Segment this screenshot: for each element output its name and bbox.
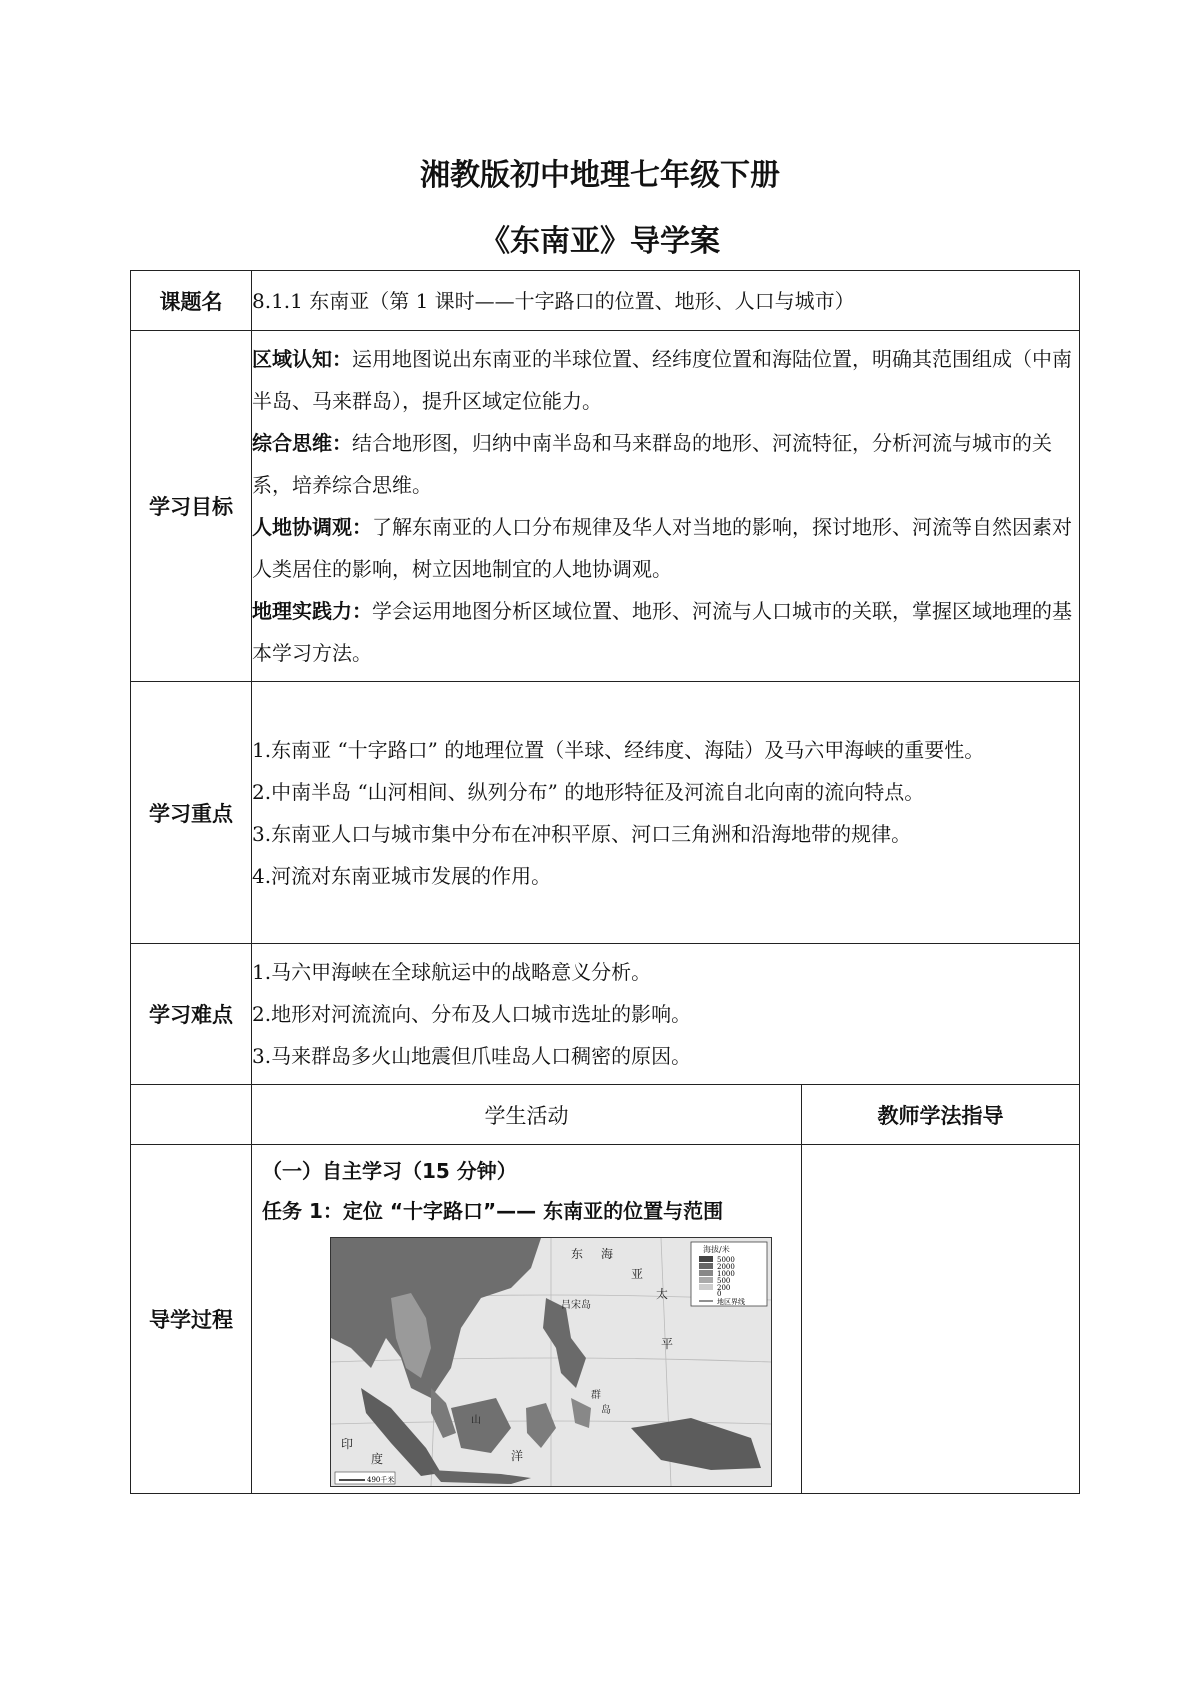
southeast-asia-map bbox=[330, 1237, 772, 1487]
topic-row bbox=[131, 271, 1080, 331]
svg-text:海拔/米: 海拔/米 bbox=[703, 1245, 730, 1254]
topic-value: 8.1.1 东南亚（第 1 课时——十字路口的位置、地形、人口与城市） bbox=[252, 271, 1080, 331]
svg-text:吕宋岛: 吕宋岛 bbox=[561, 1300, 591, 1311]
svg-text:1000: 1000 bbox=[717, 1270, 735, 1278]
difficulties-label: 学习难点 bbox=[131, 944, 252, 1085]
document-title: 湘教版初中地理七年级下册 bbox=[420, 158, 780, 193]
svg-text:太: 太 bbox=[656, 1287, 669, 1301]
objective-item: 人地协调观：了解东南亚的人口分布规律及华人对当地的影响，探讨地形、河流等自然因素对人类居住的影响，树立因地制宜的人地协调观。 bbox=[252, 515, 1072, 581]
objectives-label: 学习目标 bbox=[131, 331, 252, 682]
document-subtitle: 《东南亚》导学案 bbox=[480, 224, 720, 259]
empty-header-cell bbox=[131, 1085, 252, 1145]
key-point-item: 4.河流对东南亚城市发展的作用。 bbox=[252, 863, 552, 888]
topic-label: 课题名 bbox=[131, 271, 252, 331]
svg-text:群: 群 bbox=[591, 1390, 601, 1401]
section-heading: （一）自主学习（15 分钟） bbox=[262, 1159, 517, 1183]
svg-text:岛: 岛 bbox=[601, 1405, 611, 1416]
svg-text:地区界线: 地区界线 bbox=[717, 1298, 745, 1306]
difficulties-row bbox=[131, 944, 1080, 1085]
svg-text:5000: 5000 bbox=[717, 1256, 735, 1264]
process-row bbox=[131, 1145, 1080, 1494]
objective-item: 综合思维：结合地形图，归纳中南半岛和马来群岛的地形、河流特征，分析河流与城市的关系，培养综合思维。 bbox=[252, 431, 1052, 497]
key-point-item: 3.东南亚人口与城市集中分布在冲积平原、河口三角洲和沿海地带的规律。 bbox=[252, 821, 912, 846]
key-points-row bbox=[131, 682, 1080, 944]
map-graphic bbox=[331, 1238, 771, 1486]
key-point-item: 1.东南亚 “十字路口” 的地理位置（半球、经纬度、海陆）及马六甲海峡的重要性。 bbox=[252, 737, 985, 762]
difficulty-item: 3.马来群岛多火山地震但爪哇岛人口稠密的原因。 bbox=[252, 1044, 692, 1068]
objective-item: 地理实践力：学会运用地图分析区域位置、地形、河流与人口城市的关联，掌握区域地理的基本学习方法。 bbox=[252, 599, 1072, 665]
svg-text:海: 海 bbox=[601, 1247, 614, 1261]
svg-text:500: 500 bbox=[717, 1277, 731, 1285]
svg-text:490千米: 490千米 bbox=[367, 1476, 395, 1484]
svg-text:0: 0 bbox=[717, 1290, 722, 1298]
column-header-row bbox=[131, 1085, 1080, 1145]
student-activity-header: 学生活动 bbox=[252, 1085, 802, 1145]
difficulties-content bbox=[252, 944, 1080, 1085]
svg-text:200: 200 bbox=[717, 1284, 731, 1292]
task-heading: 任务 1：定位 “十字路口”—— 东南亚的位置与范围 bbox=[262, 1199, 724, 1223]
svg-text:度: 度 bbox=[371, 1452, 384, 1466]
svg-text:洋: 洋 bbox=[511, 1449, 524, 1463]
process-content bbox=[252, 1145, 802, 1494]
svg-text:山: 山 bbox=[471, 1415, 481, 1426]
difficulty-item: 2.地形对河流流向、分布及人口城市选址的影响。 bbox=[252, 1002, 692, 1026]
process-label: 导学过程 bbox=[131, 1145, 252, 1494]
svg-text:印: 印 bbox=[341, 1437, 354, 1451]
teacher-guide-cell bbox=[802, 1145, 1080, 1494]
objectives-content bbox=[252, 331, 1080, 682]
difficulty-item: 1.马六甲海峡在全球航运中的战略意义分析。 bbox=[252, 960, 652, 984]
objective-item: 区域认知：运用地图说出东南亚的半球位置、经纬度位置和海陆位置，明确其范围组成（中南半岛、马来群岛），提升区域定位能力。 bbox=[252, 347, 1072, 413]
teacher-guide-header: 教师学法指导 bbox=[802, 1085, 1080, 1145]
key-points-label: 学习重点 bbox=[131, 682, 252, 944]
svg-text:东: 东 bbox=[571, 1247, 584, 1261]
key-point-item: 2.中南半岛 “山河相间、纵列分布” 的地形特征及河流自北向南的流向特点。 bbox=[252, 779, 925, 804]
svg-text:2000: 2000 bbox=[717, 1263, 735, 1271]
objectives-row bbox=[131, 331, 1080, 682]
lesson-plan-table bbox=[130, 270, 1080, 1494]
svg-text:平: 平 bbox=[661, 1337, 674, 1351]
svg-text:亚: 亚 bbox=[631, 1267, 644, 1281]
key-points-content bbox=[252, 682, 1080, 944]
